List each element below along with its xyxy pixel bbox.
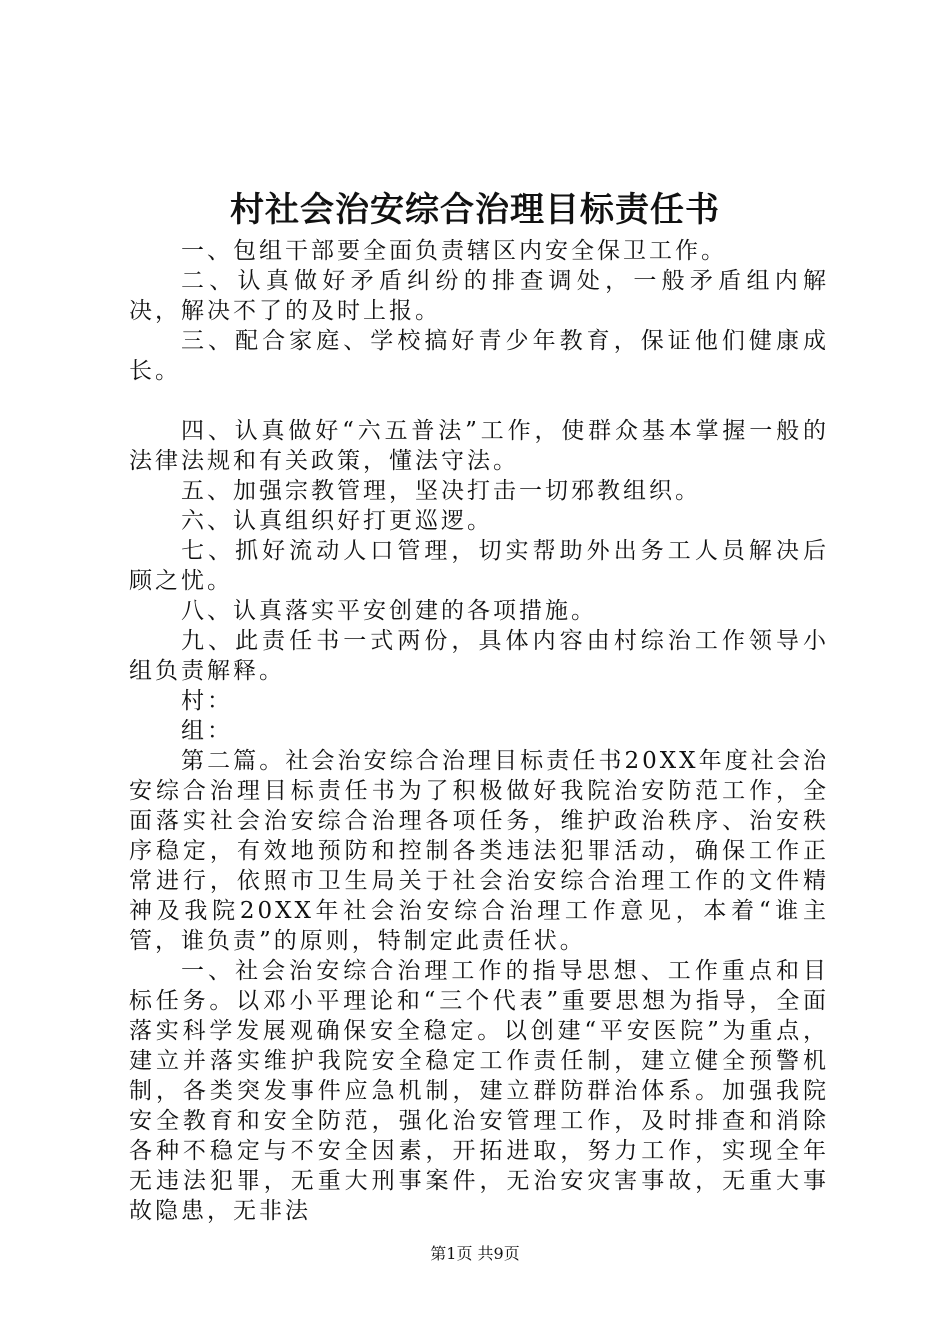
paragraph-part-two-section-1: 一、社会治安综合治理工作的指导思想、工作重点和目标任务。以邓小平理论和“三个代表”重要思想为指导，全面落实科学发展观确保安全稳定。以创建“平安医院”为重点，建立并落实维护我院安全稳定工作责任制，建立健全预警机制，各类突发事件应急机制，建立群防群治体系。加强我院安全教育和安全防范，强化治安管理工作，及时排查和消除各种不稳定与不安全因素，开拓进取，努力工作，实现全年无违法犯罪，无重大刑事案件，无治安灾害事故，无重大事故隐患，无非法 <box>129 958 829 1224</box>
paragraph-3: 三、配合家庭、学校搞好青少年教育，保证他们健康成长。 <box>129 328 829 384</box>
document-title: 村社会治安综合治理目标责任书 <box>230 190 720 230</box>
blank-line <box>129 386 829 416</box>
paragraph-7: 七、抓好流动人口管理，切实帮助外出务工人员解决后顾之忧。 <box>129 538 829 594</box>
document-body <box>129 236 829 1226</box>
signature-village: 村： <box>181 688 233 714</box>
paragraph-6: 六、认真组织好打更巡逻。 <box>181 508 493 534</box>
paragraph-4: 四、认真做好“六五普法”工作，使群众基本掌握一般的法律法规和有关政策，懂法守法。 <box>129 418 829 474</box>
paragraph-8: 八、认真落实平安创建的各项措施。 <box>181 598 597 624</box>
paragraph-1: 一、包组干部要全面负责辖区内安全保卫工作。 <box>181 238 727 264</box>
paragraph-2: 二、认真做好矛盾纠纷的排查调处，一般矛盾组内解决，解决不了的及时上报。 <box>129 268 829 324</box>
paragraph-5: 五、加强宗教管理，坚决打击一切邪教组织。 <box>181 478 701 504</box>
paragraph-part-two: 第二篇。社会治安综合治理目标责任书20XX年度社会治安综合治理目标责任书为了积极做好我院治安防范工作，全面落实社会治安综合治理各项任务，维护政治秩序、治安秩序稳定，有效地预防和控制各类违法犯罪活动，确保工作正常进行，依照市卫生局关于社会治安综合治理工作的文件精神及我院20XX年社会治安综合治理工作意见，本着“谁主管，谁负责”的原则，特制定此责任状。 <box>129 748 829 954</box>
paragraph-9: 九、此责任书一式两份，具体内容由村综治工作领导小组负责解释。 <box>129 628 829 684</box>
signature-group: 组： <box>181 718 233 744</box>
page-number: 第1页 共9页 <box>430 1244 520 1263</box>
